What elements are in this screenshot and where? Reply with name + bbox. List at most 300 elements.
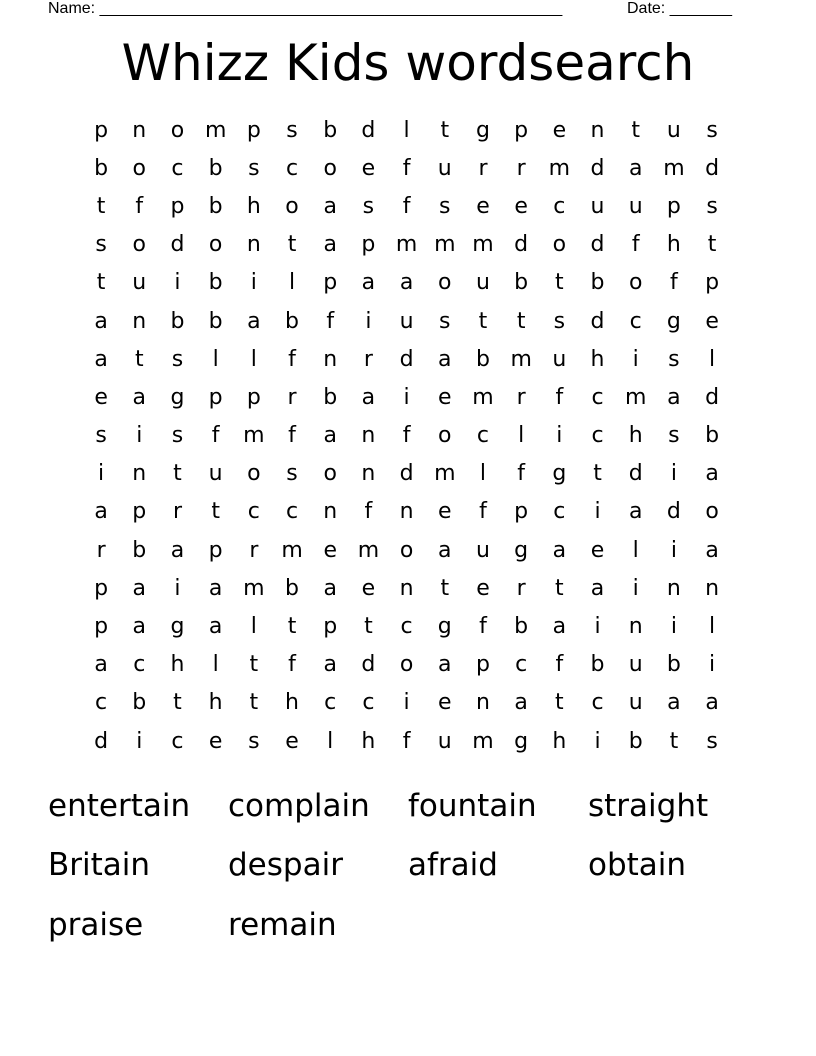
grid-letter: s [95,423,107,449]
grid-letter: c [362,690,375,716]
grid-letter: c [553,193,566,219]
grid-letter: l [709,614,716,640]
grid-letter: t [249,690,259,716]
grid-letter: m [243,423,265,449]
grid-letter: d [628,461,643,487]
grid-letter: f [402,423,411,449]
grid-letter: n [399,575,414,601]
grid-letter: b [94,155,109,181]
grid-letter: s [706,728,718,754]
name-field-label: Name: ____________________________________________________ [48,0,563,17]
grid-letter: a [705,461,719,487]
grid-letter: a [628,155,643,181]
grid-letter: e [361,155,376,181]
grid-letter: t [555,575,564,601]
grid-letter: m [510,346,532,372]
grid-letter: i [403,690,410,716]
grid-letter: o [285,193,299,219]
grid-letter: p [666,193,681,219]
grid-letter: f [631,232,640,258]
grid-letter: a [132,384,147,410]
grid-letter: a [552,537,567,563]
grid-letter: c [400,614,413,640]
grid-letter: s [248,728,260,754]
grid-letter: s [706,117,718,143]
grid-letter: l [250,614,257,640]
grid-letter: n [361,461,376,487]
grid-letter: b [514,270,529,296]
word-list-item: fountain [408,787,537,824]
grid-letter: i [594,728,601,754]
grid-letter: t [478,308,488,334]
grid-letter: f [135,193,144,219]
grid-letter: t [134,346,144,372]
grid-letter: h [208,690,223,716]
grid-letter: n [132,461,147,487]
grid-letter: b [208,270,223,296]
grid-letter: b [590,270,605,296]
grid-letter: f [555,652,564,678]
grid-letter: t [669,728,679,754]
grid-letter: c [553,499,566,525]
grid-letter: a [132,575,147,601]
grid-letter: c [133,652,146,678]
grid-letter: c [629,308,642,334]
grid-letter: a [705,537,719,563]
grid-letter: l [212,652,219,678]
grid-letter: f [288,423,296,449]
grid-letter: a [247,308,261,334]
grid-letter: g [437,614,452,640]
grid-letter: f [402,728,411,754]
word-list-item: Britain [48,847,151,884]
grid-letter: t [440,575,450,601]
grid-letter: b [170,308,185,334]
grid-letter: n [246,232,261,258]
grid-letter: o [247,461,261,487]
grid-letter: u [628,652,643,678]
grid-letter: s [286,461,298,487]
grid-letter: n [361,423,376,449]
page-title: Whizz Kids wordsearch [121,34,695,92]
grid-letter: m [434,461,456,487]
grid-letter: s [706,193,718,219]
grid-letter: d [666,499,681,525]
grid-letter: a [514,690,528,716]
grid-letter: d [590,155,605,181]
grid-letter: e [438,499,452,525]
grid-letter: b [628,728,643,754]
grid-letter: i [670,537,677,563]
grid-letter: c [324,690,337,716]
grid-letter: a [94,308,108,334]
grid-letter: p [246,384,261,410]
grid-letter: p [514,499,529,525]
grid-letter: u [590,193,605,219]
grid-letter: a [323,652,337,678]
grid-letter: b [514,614,529,640]
grid-letter: e [94,384,108,410]
grid-letter: t [516,308,526,334]
grid-letter: e [476,193,490,219]
grid-letter: h [552,728,567,754]
grid-letter: o [628,270,643,296]
grid-letter: e [590,537,605,563]
grid-letter: m [472,384,494,410]
grid-letter: g [170,384,185,410]
grid-letter: r [287,384,297,410]
grid-letter: b [208,193,223,219]
grid-letter: o [170,117,185,143]
grid-letter: c [476,423,490,449]
grid-letter: f [211,423,220,449]
grid-letter: b [475,346,490,372]
grid-letter: e [514,193,528,219]
grid-letter: d [361,652,376,678]
grid-letter: o [705,499,719,525]
grid-letter: p [705,270,720,296]
grid-letter: m [472,728,494,754]
grid-letter: b [208,155,223,181]
grid-letter: t [707,232,717,258]
grid-letter: b [132,537,147,563]
grid-letter: o [132,155,147,181]
grid-letter: p [94,614,109,640]
grid-letter: i [365,308,372,334]
date-field-label: Date: _______ [627,0,732,17]
grid-letter: b [285,575,300,601]
grid-letter: d [399,461,414,487]
grid-letter: f [402,193,411,219]
grid-letter: f [288,652,296,678]
grid-letter: c [591,384,604,410]
grid-letter: p [170,193,185,219]
grid-letter: b [285,308,300,334]
grid-letter: p [323,270,338,296]
grid-letter: h [285,690,299,716]
grid-letter: u [475,537,490,563]
grid-letter: s [171,346,184,372]
grid-letter: s [553,308,566,334]
grid-letter: s [286,117,298,143]
grid-letter: b [323,117,338,143]
grid-letter: t [173,690,182,716]
grid-letter: c [591,690,604,716]
grid-letter: a [208,614,223,640]
grid-letter: n [323,499,338,525]
grid-letter: s [171,423,184,449]
grid-letter: e [438,384,452,410]
grid-letter: u [666,117,681,143]
grid-letter: l [479,461,487,487]
grid-letter: f [326,308,335,334]
grid-letter: f [364,499,373,525]
grid-letter: a [170,537,185,563]
grid-letter: i [556,423,563,449]
grid-letter: o [552,232,567,258]
grid-letter: a [94,652,108,678]
grid-letter: f [517,461,526,487]
grid-letter: b [666,652,681,678]
grid-letter: m [281,537,303,563]
grid-letter: h [246,193,261,219]
grid-letter: g [170,614,185,640]
grid-letter: l [403,117,410,143]
grid-letter: s [439,193,451,219]
grid-letter: u [628,193,643,219]
grid-letter: a [323,193,337,219]
grid-letter: i [403,384,410,410]
grid-letter: p [475,652,490,678]
grid-letter: u [132,270,147,296]
grid-letter: t [555,690,564,716]
grid-letter: c [285,155,299,181]
grid-letter: m [548,155,571,181]
word-list [48,776,768,955]
grid-letter: p [208,537,223,563]
grid-letter: e [361,575,376,601]
grid-letter: r [516,575,526,601]
grid-letter: i [594,499,601,525]
grid-letter: h [361,728,376,754]
grid-letter: a [590,575,605,601]
grid-letter: n [475,690,490,716]
grid-letter: a [399,270,414,296]
grid-letter: t [364,614,373,640]
word-list-item: afraid [408,847,498,884]
grid-letter: t [555,270,564,296]
grid-letter: o [323,461,337,487]
letter-grid [82,111,731,760]
grid-letter: e [438,690,452,716]
grid-letter: u [552,346,567,372]
word-list-item: obtain [588,847,687,884]
grid-letter: p [361,232,376,258]
grid-letter: f [288,346,296,372]
grid-letter: n [628,614,643,640]
grid-letter: s [668,346,680,372]
grid-letter: o [399,652,414,678]
grid-letter: m [357,537,380,563]
word-list-item: praise [48,906,144,943]
grid-letter: s [439,308,451,334]
grid-letter: f [555,384,564,410]
grid-letter: l [327,728,334,754]
grid-letter: a [628,499,643,525]
grid-letter: t [96,193,106,219]
grid-letter: m [395,232,418,258]
grid-letter: a [667,690,681,716]
grid-letter: f [479,614,487,640]
grid-letter: o [208,232,223,258]
grid-letter: c [171,728,184,754]
grid-letter: t [249,652,259,678]
grid-letter: p [94,575,109,601]
grid-letter: l [250,346,257,372]
grid-letter: d [514,232,529,258]
grid-letter: e [208,728,223,754]
grid-letter: h [666,232,681,258]
grid-letter: g [514,728,529,754]
grid-letter: e [552,117,567,143]
grid-letter: l [212,346,219,372]
grid-letter: a [323,575,337,601]
grid-letter: p [514,117,529,143]
word-list-item: despair [228,847,343,884]
grid-letter: s [362,193,375,219]
grid-letter: a [438,346,452,372]
grid-letter: n [399,499,414,525]
grid-letter: a [361,270,376,296]
grid-letter: e [285,728,299,754]
grid-letter: a [208,575,223,601]
grid-letter: i [136,728,143,754]
grid-letter: f [479,499,487,525]
grid-letter: t [593,461,602,487]
grid-letter: a [552,614,567,640]
grid-letter: d [705,384,720,410]
grid-letter: i [594,614,601,640]
grid-letter: d [94,728,109,754]
grid-letter: s [95,232,107,258]
grid-letter: i [98,461,105,487]
grid-letter: t [173,461,182,487]
grid-letter: a [323,423,337,449]
grid-letter: g [514,537,529,563]
grid-letter: d [361,117,376,143]
grid-letter: h [590,346,605,372]
grid-letter: d [705,155,720,181]
grid-letter: d [399,346,414,372]
grid-letter: c [285,499,299,525]
grid-letter: c [247,499,260,525]
grid-letter: g [666,308,681,334]
grid-letter: r [172,499,182,525]
grid-letter: m [472,232,494,258]
grid-letter: t [287,614,297,640]
grid-letter: i [632,346,639,372]
grid-letter: l [518,423,525,449]
grid-letter: t [440,117,450,143]
grid-letter: p [132,499,147,525]
grid-letter: a [705,690,719,716]
grid-letter: t [631,117,641,143]
grid-letter: m [434,232,456,258]
grid-letter: i [709,652,716,678]
grid-letter: d [590,232,605,258]
grid-letter: c [95,690,108,716]
grid-letter: r [478,155,488,181]
grid-letter: o [438,270,452,296]
grid-letter: l [632,537,639,563]
grid-letter: u [437,728,452,754]
grid-letter: r [363,346,373,372]
grid-letter: f [402,155,411,181]
grid-letter: e [323,537,337,563]
grid-letter: e [476,575,490,601]
grid-letter: a [667,384,681,410]
grid-letter: r [96,537,106,563]
grid-letter: u [437,155,452,181]
grid-letter: a [132,614,147,640]
grid-letter: u [628,690,643,716]
grid-letter: h [170,652,185,678]
grid-letter: r [249,537,259,563]
grid-letter: m [243,575,265,601]
grid-letter: l [288,270,296,296]
grid-letter: s [668,423,680,449]
grid-letter: p [246,117,261,143]
grid-letter: b [590,652,605,678]
grid-letter: i [670,461,677,487]
grid-letter: t [96,270,106,296]
grid-letter: i [250,270,257,296]
grid-letter: c [591,423,604,449]
grid-letter: n [132,308,147,334]
grid-letter: d [590,308,605,334]
grid-letter: o [438,423,452,449]
grid-letter: a [438,652,452,678]
grid-letter: u [208,461,223,487]
grid-letter: a [361,384,376,410]
grid-letter: n [590,117,605,143]
grid-letter: b [323,384,338,410]
grid-letter: a [438,537,452,563]
grid-letter: i [174,575,181,601]
grid-letter: n [323,346,338,372]
word-list-item: complain [228,787,370,824]
grid-letter: r [516,155,526,181]
grid-letter: g [552,461,567,487]
grid-letter: o [323,155,337,181]
grid-letter: p [208,384,223,410]
grid-letter: c [515,652,528,678]
grid-letter: o [132,232,147,258]
grid-letter: m [204,117,227,143]
grid-letter: d [170,232,185,258]
grid-letter: h [628,423,643,449]
grid-letter: n [132,117,147,143]
grid-letter: a [94,499,108,525]
grid-letter: p [323,614,338,640]
grid-letter: b [705,423,720,449]
grid-letter: u [475,270,490,296]
grid-letter: a [94,346,108,372]
grid-letter: f [670,270,678,296]
word-list-item: entertain [48,787,191,824]
grid-letter: u [399,308,414,334]
grid-letter: b [208,308,223,334]
grid-letter: l [709,346,716,372]
grid-letter: r [516,384,526,410]
grid-letter: o [399,537,414,563]
word-list-item: remain [228,906,337,943]
grid-letter: i [670,614,677,640]
word-list-item: straight [588,787,709,824]
grid-letter: i [174,270,181,296]
grid-letter: b [132,690,147,716]
grid-letter: i [632,575,639,601]
grid-letter: m [663,155,685,181]
grid-letter: i [136,423,143,449]
grid-letter: g [475,117,490,143]
grid-letter: n [666,575,681,601]
grid-letter: c [171,155,184,181]
grid-letter: m [625,384,647,410]
grid-letter: e [705,308,719,334]
grid-letter: t [287,232,297,258]
header [48,0,748,22]
